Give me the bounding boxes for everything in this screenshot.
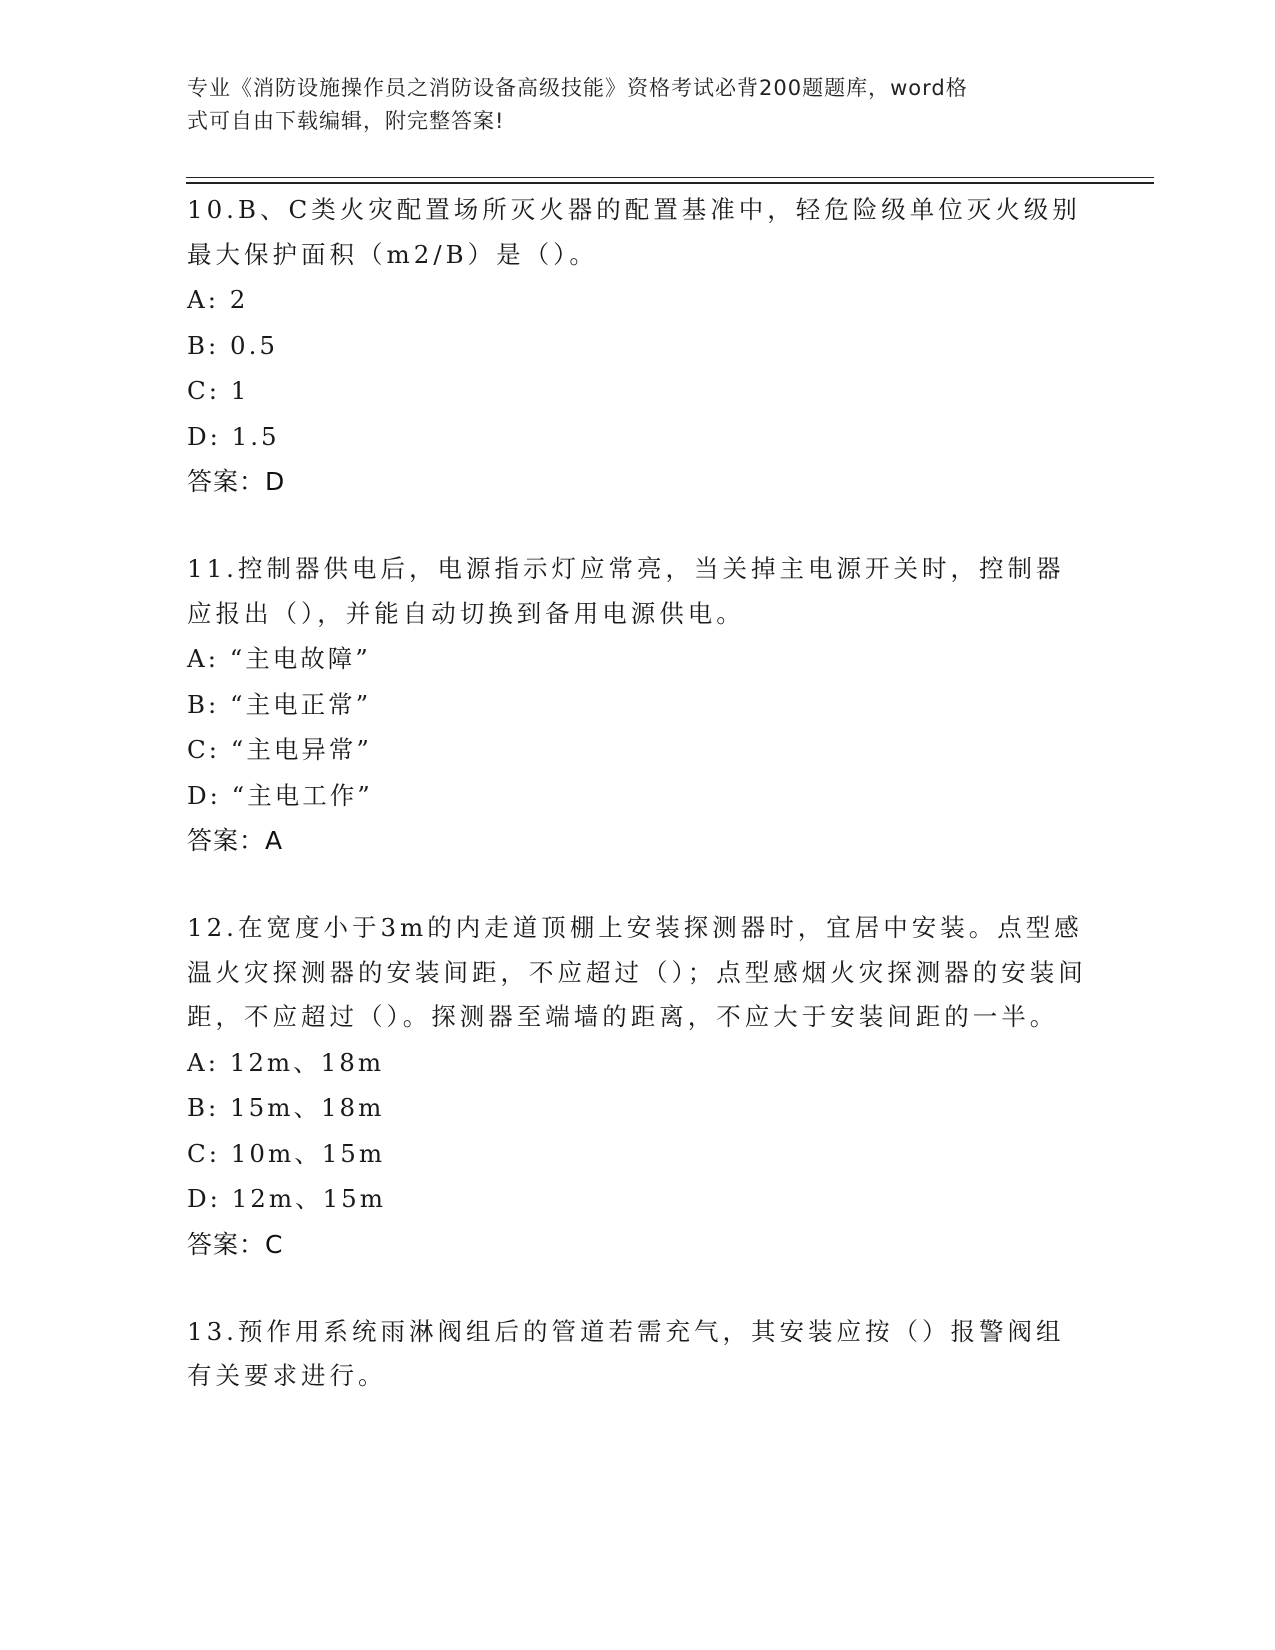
option-c: C: 10m、15m xyxy=(187,1138,386,1168)
header-divider-thick xyxy=(186,182,1154,184)
question-11 xyxy=(187,547,1087,864)
question-stem: 10.B、C类火灾配置场所灭火器的配置基准中，轻危险级单位灭火级别最大保护面积（m2/B）是（）。 xyxy=(187,195,1081,269)
document-header xyxy=(187,72,1067,138)
option-b: B: 15m、18m xyxy=(187,1093,385,1122)
option-a: A: “主电故障” xyxy=(187,644,371,673)
option-b: B: “主电正常” xyxy=(187,689,372,719)
option-a: A: 2 xyxy=(187,285,249,314)
question-stem: 13.预作用系统雨淋阀组后的管道若需充气，其安装应按（）报警阀组有关要求进行。 xyxy=(187,1316,1065,1390)
answer-label: 答案：C xyxy=(187,1229,284,1259)
question-list xyxy=(187,188,1087,1441)
question-13 xyxy=(187,1310,1087,1399)
question-12 xyxy=(187,906,1087,1268)
header-line-2: 式可自由下载编辑，附完整答案! xyxy=(187,109,505,133)
option-d: D: 12m、15m xyxy=(187,1184,386,1213)
header-divider-thin xyxy=(186,177,1154,178)
answer-label: 答案：D xyxy=(187,467,286,496)
option-d: D: “主电工作” xyxy=(187,780,373,810)
option-c: C: 1 xyxy=(187,376,250,405)
header-line-1: 专业《消防设施操作员之消防设备高级技能》资格考试必背200题题库，word格 xyxy=(187,76,968,100)
option-c: C: “主电异常” xyxy=(187,735,372,764)
option-d: D: 1.5 xyxy=(187,421,280,451)
option-a: A: 12m、18m xyxy=(187,1047,385,1077)
question-10 xyxy=(187,188,1087,505)
option-b: B: 0.5 xyxy=(187,330,279,360)
answer-label: 答案：A xyxy=(187,826,284,855)
question-stem: 12.在宽度小于3m的内走道顶棚上安装探测器时，宜居中安装。点型感温火灾探测器的安装间距，不应超过（）；点型感烟火灾探测器的安装间距，不应超过（）。探测器至端墙的距离，不应大于安装间距的一半。 xyxy=(187,913,1087,1031)
question-stem: 11.控制器供电后，电源指示灯应常亮，当关掉主电源开关时，控制器应报出（），并能自动切换到备用电源供电。 xyxy=(187,554,1065,628)
